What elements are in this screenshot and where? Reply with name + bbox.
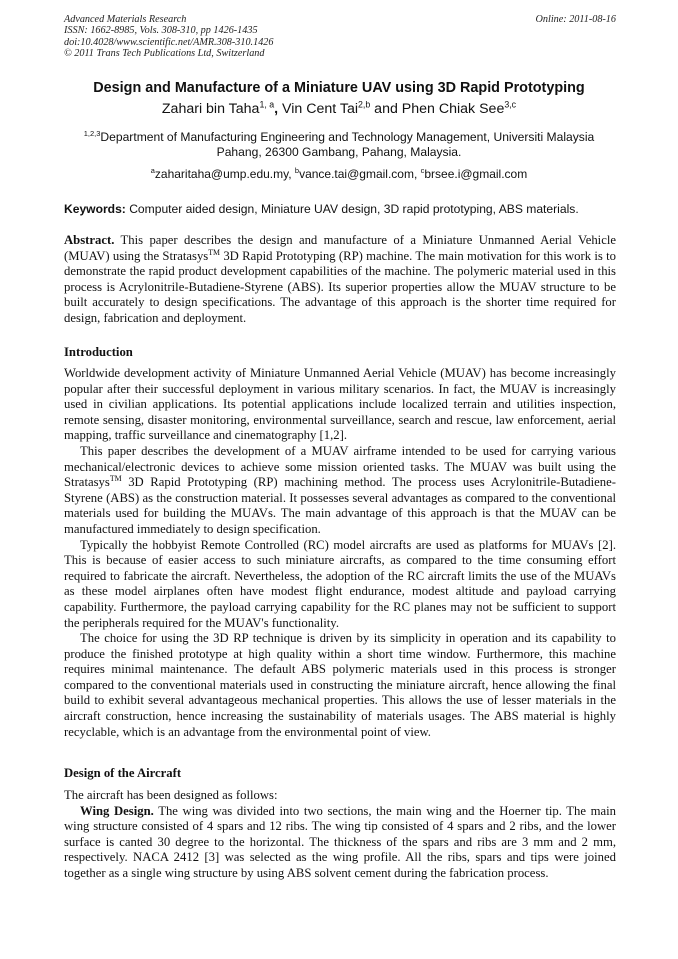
introduction-body	[64, 366, 616, 740]
intro-paragraph-3: Typically the hobbyist Remote Controlled (RC) model aircrafts are used as platforms for MUAVs [2]. This is because of easier access to such miniature aircrafts, as compared to the time consuming effort required to fabricate the aircraft. Nevertheless, the adoption of the RC aircraft limits the use of the MUAVs as these model airplanes often have modest flight endurance, modest altitude and payload carrying capability. Furthermore, the payload carrying capability for the RC planes may not be sufficient to support the peripherals required for the MUAV's functionality.	[64, 537, 616, 630]
author-2-sup: 2,b	[358, 99, 371, 110]
email-b[interactable]: vance.tai@gmail.com,	[299, 167, 421, 181]
email-line	[0, 167, 678, 181]
author-3-sup: 3,c	[504, 99, 517, 110]
paper-title: Design and Manufacture of a Miniature UAV using 3D Rapid Prototyping	[93, 80, 585, 96]
author-3: Phen Chiak See	[401, 101, 505, 117]
author-1-sup: 1, a	[259, 99, 275, 110]
journal-header	[64, 14, 616, 60]
introduction-heading: Introduction	[64, 345, 133, 359]
author-2: Vin Cent Tai	[282, 101, 358, 117]
intro-trademark-sup: TM	[109, 473, 122, 483]
email-a[interactable]: zaharitaha@ump.edu.my,	[154, 167, 295, 181]
email-c-sup: c	[420, 166, 425, 175]
abstract-label: Abstract.	[64, 233, 115, 247]
trademark-sup: TM	[208, 247, 221, 257]
abstract	[64, 233, 616, 327]
design-body	[64, 788, 616, 882]
wing-design-paragraph	[64, 804, 616, 882]
intro-paragraph-2	[64, 444, 616, 538]
online-date: Online: 2011-08-16	[535, 14, 616, 25]
email-a-sup: a	[150, 166, 155, 175]
abstract-text-1: This paper describes the design and manufacture of a Miniature Unmanned Aerial Vehicle (MUAV) using the Stratasys	[64, 233, 616, 263]
journal-name: Advanced Materials Research	[64, 14, 187, 25]
copyright-line: © 2011 Trans Tech Publications Ltd, Switzerland	[64, 48, 265, 60]
affiliation	[62, 130, 616, 160]
email-b-sup: b	[294, 166, 300, 175]
wing-design-text: The wing was divided into two sections, the main wing and the Hoerner tip. The main wing structure consisted of 4 spars and 12 ribs. The wing tip consisted of 4 spars and 2 ribs, and the lower surface is canted 30 degree to the horizontal. The thickness of the spars and ribs are 3 mm and 2 mm, respectively. NACA 2412 [3] was selected as the wing profile. All the ribs, spars and tips were joined together as a single wing structure by using ABS solvent cement during the fabrication process.	[64, 803, 617, 880]
author-line	[0, 101, 678, 117]
wing-design-label: Wing Design.	[80, 803, 154, 818]
doi-line: doi:10.4028/www.scientific.net/AMR.308-310.1426	[64, 36, 274, 48]
affiliation-text: Department of Manufacturing Engineering and Technology Management, Universiti Malaysia Pahang, 26300 Gambang, Pahang, Malaysia.	[100, 130, 595, 159]
intro-paragraph-4: The choice for using the 3D RP technique is driven by its simplicity in operation and its capability to produce the finished prototype at high quality within a short time window. Furthermore, this machine requires minimal maintenance. The default ABS polymeric materials used in this process is stronger compared to the conventional materials used in constructing the miniature aircraft, hence allowing the final build to exhibit several advantageous mechanical properties. This allows the use of lesser materials in the aircraft construction, hence increasing the sustainability of materials usages. The ABS material is highly recyclable, which is an advantage from the environmental point of view.	[64, 631, 616, 739]
keywords-label: Keywords:	[64, 202, 126, 216]
intro-p2-text-2: 3D Rapid Prototyping (RP) machining method. The process uses Acrylonitrile-Butadiene-Styrene (ABS) as the construction material. It possesses several advantages as compared to the conventional materials used for building the MUAVs. The main advantage of this approach is that the MUAV can be manufactured immediately to design specification.	[64, 475, 616, 536]
keywords-text: Computer aided design, Miniature UAV design, 3D rapid prototyping, ABS materials.	[125, 202, 579, 216]
issn-line: ISSN: 1662-8985, Vols. 308-310, pp 1426-1435	[64, 25, 258, 37]
design-heading: Design of the Aircraft	[64, 766, 182, 780]
intro-paragraph-1: Worldwide development activity of Miniature Unmanned Aerial Vehicle (MUAV) has become increasingly popular after their successful deployment in various military scenarios. In fact, the MUAV is increasingly used in civilian applications. Its potential applications include localized terrain and utilities inspection, remote sensing, disaster monitoring, environmental surveillance, search and rescue, law enforcement, aerial mapping, traffic surveillance and cinematography [1,2].	[64, 366, 616, 443]
author-separator-1: ,	[274, 101, 283, 117]
email-c[interactable]: brsee.i@gmail.com	[424, 167, 528, 181]
design-paragraph-1: The aircraft has been designed as follows:	[64, 788, 278, 802]
keywords	[64, 202, 616, 216]
author-1: Zahari bin Taha	[161, 101, 260, 117]
affiliation-sup: 1,2,3	[83, 128, 101, 138]
abstract-paragraph	[64, 233, 616, 327]
abstract-text-2: 3D Rapid Prototyping (RP) machine. The main motivation for this work is to demonstrate the rapid product development capabilities of the machine. The polymeric material used in this process is Acrylonitrile-Butadiene-Styrene (ABS). Its superior properties allow the MUAV structure to be built accurately to design specifications. The advantage of this approach is the shorter time required for design, fabrication and deployment.	[64, 248, 616, 325]
author-separator-2: and	[370, 101, 402, 117]
intro-p2-text-1: This paper describes the development of a MUAV airframe intended to be used for carrying various mechanical/electronic devices to achieve some mission oriented tasks. The MUAV was built using the Stratasys	[64, 443, 616, 490]
